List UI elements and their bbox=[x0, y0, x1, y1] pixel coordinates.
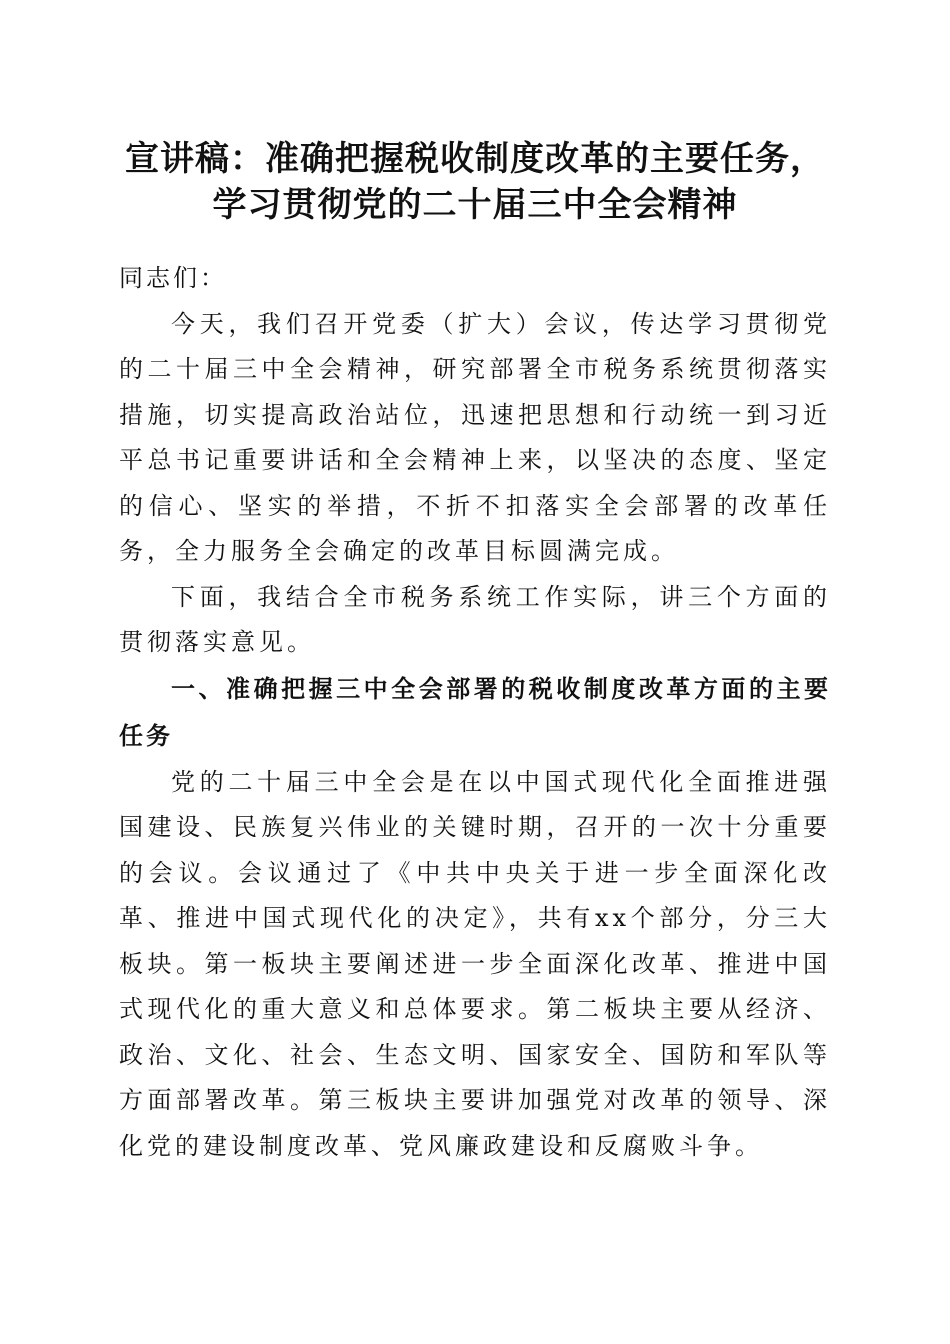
paragraph: 今天，我们召开党委（扩大）会议，传达学习贯彻党的二十届三中全会精神，研究部署全市税务系统贯彻落实措施，切实提高政治站位，迅速把思想和行动统一到习近平总书记重要讲话和全会精神上来，以坚决的态度、坚定的信心、坚实的举措，不折不扣落实全会部署的改革任务，全力服务全会确定的改革目标圆满完成。 bbox=[119, 309, 831, 565]
title-line-2: 学习贯彻党的二十届三中全会精神 bbox=[212, 185, 738, 225]
salutation: 同志们： bbox=[119, 264, 227, 292]
paragraph: 下面，我结合全市税务系统工作实际，讲三个方面的贯彻落实意见。 bbox=[119, 582, 831, 656]
title-line-1: 宣讲稿：准确把握税收制度改革的主要任务， bbox=[125, 139, 825, 179]
section-heading: 一、准确把握三中全会部署的税收制度改革方面的主要任务 bbox=[119, 674, 831, 750]
document-body bbox=[119, 256, 831, 1169]
document-title bbox=[100, 136, 850, 228]
paragraph: 党的二十届三中全会是在以中国式现代化全面推进强国建设、民族复兴伟业的关键时期，召开的一次十分重要的会议。会议通过了《中共中央关于进一步全面深化改革、推进中国式现代化的决定》，共有xx个部分，分三大板块。第一板块主要阐述进一步全面深化改革、推进中国式现代化的重大意义和总体要求。第二板块主要从经济、政治、文化、社会、生态文明、国家安全、国防和军队等方面部署改革。第三板块主要讲加强党对改革的领导、深化党的建设制度改革、党风廉政建设和反腐败斗争。 bbox=[119, 767, 831, 1160]
